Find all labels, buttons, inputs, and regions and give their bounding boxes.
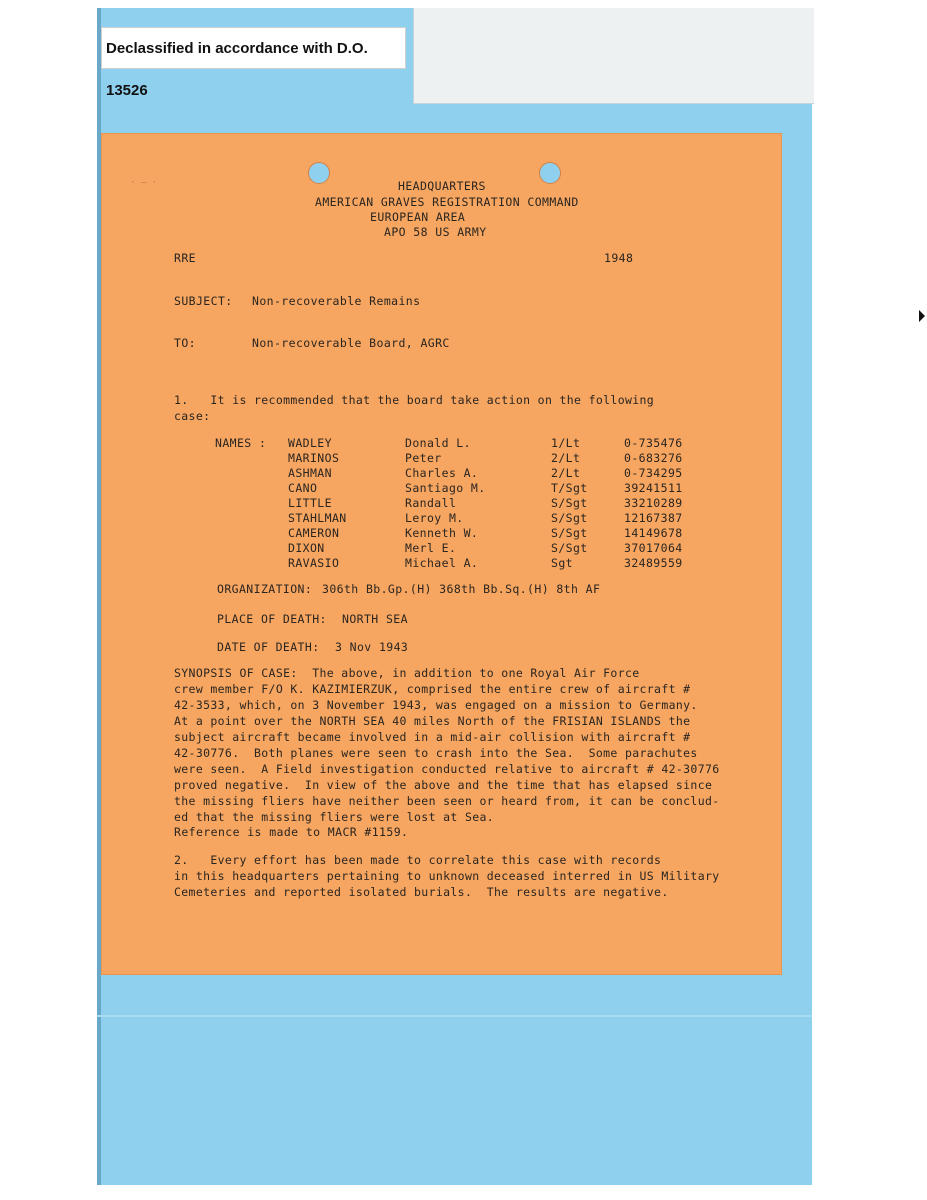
crew-last-name: STAHLMAN (288, 511, 347, 525)
crew-first-name: Michael A. (405, 556, 479, 570)
crew-serial: 12167387 (624, 511, 683, 525)
crew-first-name: Donald L. (405, 436, 471, 450)
header-line-2: AMERICAN GRAVES REGISTRATION COMMAND (315, 195, 579, 209)
crew-rank: 1/Lt (551, 436, 581, 450)
crew-last-name: CANO (288, 481, 318, 495)
crew-rank: Sgt (551, 556, 573, 570)
crew-rank: T/Sgt (551, 481, 588, 495)
header-line-4: APO 58 US ARMY (384, 225, 487, 239)
subject-value: Non-recoverable Remains (252, 294, 421, 308)
header-line-1: HEADQUARTERS (398, 179, 486, 193)
date-of-death-label: DATE OF DEATH: (217, 640, 320, 654)
crew-serial: 0-734295 (624, 466, 683, 480)
organization-value: 306th Bb.Gp.(H) 368th Bb.Sq.(H) 8th AF (322, 582, 601, 596)
crew-first-name: Kenneth W. (405, 526, 479, 540)
crew-serial: 33210289 (624, 496, 683, 510)
reference-code: RRE (174, 251, 196, 265)
crew-last-name: DIXON (288, 541, 325, 555)
crew-last-name: CAMERON (288, 526, 340, 540)
crew-rank: S/Sgt (551, 496, 588, 510)
crew-first-name: Merl E. (405, 541, 457, 555)
crew-rank: 2/Lt (551, 466, 581, 480)
to-label: TO: (174, 336, 196, 350)
crew-rank: S/Sgt (551, 511, 588, 525)
crew-serial: 32489559 (624, 556, 683, 570)
header-line-3: EUROPEAN AREA (370, 210, 466, 224)
crew-last-name: ASHMAN (288, 466, 332, 480)
scan-edge-mark (919, 310, 925, 322)
crew-rank: 2/Lt (551, 451, 581, 465)
crew-first-name: Santiago M. (405, 481, 486, 495)
place-of-death-value: NORTH SEA (342, 612, 408, 626)
paragraph-1: 1. It is recommended that the board take action on the following case: (174, 393, 655, 423)
punch-hole-left (308, 162, 330, 184)
subject-label: SUBJECT: (174, 294, 233, 308)
paper-tab (413, 8, 814, 104)
punch-hole-right (539, 162, 561, 184)
backing-edge (97, 8, 101, 1185)
reference-line: Reference is made to MACR #1159. (174, 825, 409, 839)
to-value: Non-recoverable Board, AGRC (252, 336, 450, 350)
crew-last-name: RAVASIO (288, 556, 340, 570)
organization-label: ORGANIZATION: (217, 582, 313, 596)
crew-rank: S/Sgt (551, 526, 588, 540)
date-of-death-value: 3 Nov 1943 (335, 640, 409, 654)
ink-smudge: · ‒ · (130, 178, 158, 188)
crew-serial: 0-735476 (624, 436, 683, 450)
synopsis-paragraph: SYNOPSIS OF CASE: The above, in addition to one Royal Air Force crew member F/O K. KAZIMIERZUK, comprised the entire crew of aircraft # 42-3533, which, on 3 November 1943, was engaged on a mission to Germany. At a point over the NORTH SEA 40 miles North of the FRISIAN ISLANDS the subject aircraft became involved in a mid-air collision with aircraft # 42-30776. Both planes were seen to crash into the Sea. Some parachutes were seen. A Field investigation conducted relative to aircraft # 42-30776 proved negative. In view of the above and the time that has elapsed since the missing fliers have neither been seen or heard from, it can be conclud- ed that the missing fliers were lost at Sea. (174, 666, 720, 824)
names-label: NAMES : (215, 436, 267, 450)
crew-rank: S/Sgt (551, 541, 588, 555)
crew-first-name: Randall (405, 496, 457, 510)
crew-serial: 0-683276 (624, 451, 683, 465)
declassified-stamp: Declassified in accordance with D.O. 13526 (101, 27, 406, 69)
orange-document (102, 134, 781, 974)
document-year: 1948 (604, 251, 634, 265)
backing-crease (97, 1015, 812, 1017)
crew-last-name: LITTLE (288, 496, 332, 510)
crew-last-name: MARINOS (288, 451, 340, 465)
crew-first-name: Peter (405, 451, 442, 465)
crew-serial: 14149678 (624, 526, 683, 540)
crew-first-name: Charles A. (405, 466, 479, 480)
paragraph-2: 2. Every effort has been made to correlate this case with records in this headquarters pertaining to unknown deceased interred in US Military Cemeteries and reported isolated burials. The results are negative. (174, 853, 720, 899)
crew-serial: 39241511 (624, 481, 683, 495)
crew-first-name: Leroy M. (405, 511, 464, 525)
crew-last-name: WADLEY (288, 436, 332, 450)
place-of-death-label: PLACE OF DEATH: (217, 612, 327, 626)
crew-serial: 37017064 (624, 541, 683, 555)
